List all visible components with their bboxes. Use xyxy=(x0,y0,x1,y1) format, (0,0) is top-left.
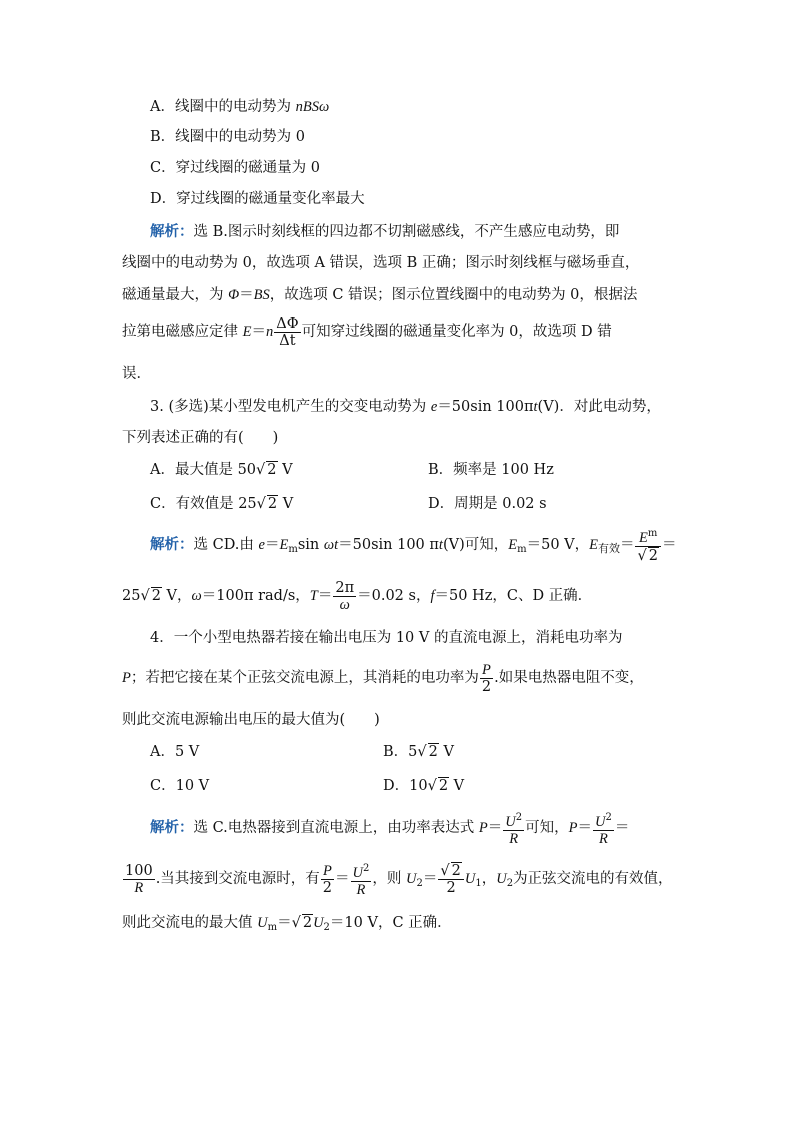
q3-sol-f: f xyxy=(430,588,435,604)
q3-option-b: B．频率是 100 Hz xyxy=(428,462,554,478)
q3-opt-c-text: C．有效值是 25 xyxy=(150,496,257,512)
q3-sol-1d: ＝50sin 100 π xyxy=(338,537,439,553)
q4-stem-line-2 xyxy=(122,658,644,698)
q2-solution-line-2: 线圈中的电动势为 0，故选项 A 错误，选项 B 正确；图示时刻线框与磁场垂直， xyxy=(122,255,640,271)
q4-sol-P1: P xyxy=(478,820,488,836)
q4-frac5-den: R xyxy=(356,881,366,898)
q4-frac4-num: P xyxy=(321,863,334,880)
q3-opt-a-unit: V xyxy=(277,462,293,478)
q3-stem-line-2: 下列表述正确的有( ) xyxy=(122,430,279,446)
q2-sol-3e: ，故选项 C 错误；图示位置线圈中的电动势为 0，根据法 xyxy=(269,287,638,303)
q4-frac3-den: R xyxy=(134,879,144,896)
q2-sol-3a: 磁通量最大，为 xyxy=(122,287,229,303)
q4-solution-line-1 xyxy=(150,808,629,848)
q3-sol-1h: ＝ xyxy=(619,537,635,553)
q3-sub-m1: m xyxy=(288,544,298,555)
q3-sol-1c: sin xyxy=(297,537,324,553)
q3-sol-2i: ＝50 Hz，C、D 正确． xyxy=(434,588,593,604)
q3-option-c: C．有效值是 25√ 2 V xyxy=(150,496,294,512)
q4-sub-m: m xyxy=(267,922,278,933)
q4-solution-line-2 xyxy=(122,858,673,905)
q4-frac1-num xyxy=(503,810,524,831)
q4-sol-U2c: U xyxy=(313,915,324,931)
q4-sol-P2: P xyxy=(568,820,578,836)
q2-solution-line-4 xyxy=(122,312,612,352)
q4-sol-fraction-3 xyxy=(123,863,155,896)
q4-solution-line-3: 则此交流电的最大值 $U_m=√$ $2U_2=10$ V，C 正确． xyxy=(122,915,452,933)
q4-sol-2c: ，则 xyxy=(372,871,406,887)
q4-frac6-num: √ 2 xyxy=(438,862,463,880)
q4-sol-fraction-5 xyxy=(351,861,372,898)
q3-frac1-num-E: E xyxy=(639,530,648,546)
q3-sub-m2: m xyxy=(517,544,527,555)
q2-option-c: C．穿过线圈的磁通量为 0 xyxy=(150,160,320,176)
q4-stem-frac-den: 2 xyxy=(481,678,492,695)
q3-sol-omega: ω xyxy=(191,588,202,604)
q3-sol-1i: ＝ xyxy=(661,537,677,553)
q4-frac2-num xyxy=(593,810,614,831)
q4-option-d: D．10√ 2 V xyxy=(383,778,465,794)
q4-frac2-num-U: U xyxy=(594,813,606,830)
q2-option-d: D．穿过线圈的磁通量变化率最大 xyxy=(150,191,365,207)
q3-opt-c-root: 2 xyxy=(267,496,278,512)
q2-solution-line-3 xyxy=(122,285,637,305)
q2-option-a xyxy=(150,97,329,117)
q4-sol-U2b: U xyxy=(496,871,507,887)
q4-sub-2c: 2 xyxy=(323,922,330,933)
q3-stem-a: 3. (多选)某小型发电机产生的交变电动势为 xyxy=(150,399,431,415)
q4-opt-b-text: B．5 xyxy=(383,744,418,760)
q3-solution-line-2: 25√ 2 V，ω＝100π rad/s，T＝ $\frac{2\pi}{\omega}$ ＝0.02 s，f＝50 Hz，C、D 正确． xyxy=(122,579,593,613)
q4-frac6-num-root: 2 xyxy=(451,863,461,879)
q3-frac1-num xyxy=(635,526,660,547)
q4-sol-eq2: ＝ xyxy=(577,820,592,836)
q4-opt-d-unit: V xyxy=(449,778,465,794)
q4-stem-fraction xyxy=(480,662,493,695)
q4-frac3-num: 100 xyxy=(125,862,153,879)
q3-sol-T: T xyxy=(309,588,318,604)
q4-solution-label: 解析： xyxy=(150,819,194,836)
q4-opt-b-unit: V xyxy=(438,744,454,760)
q2-sol-eq2: ＝ xyxy=(251,324,266,340)
q4-sub-2b: 2 xyxy=(506,878,514,889)
q2-option-a-var: nBSω xyxy=(295,99,330,115)
q4-sol-3c: ＝ xyxy=(277,915,292,931)
q3-sol-1b: ＝ xyxy=(264,537,280,553)
q2-sol-E: E xyxy=(242,324,252,340)
q3-sol-fraction-2 xyxy=(333,580,356,613)
q4-frac4-den: 2 xyxy=(322,879,333,896)
q3-opt-c-unit: V xyxy=(278,496,294,512)
q4-frac5-num-U: U xyxy=(352,864,364,881)
q4-sol-eq3: ＝ xyxy=(614,820,630,836)
q2-sol-4e: 可知穿过线圈的磁通量变化率为 0，故选项 D 错 xyxy=(301,324,612,340)
q4-frac5-num xyxy=(351,861,372,882)
q4-sol-Um: U xyxy=(257,915,268,931)
q3-frac2-den: ω xyxy=(339,596,350,613)
q3-sol-fraction-1 xyxy=(635,526,660,564)
q3-option-a: A．最大值是 50√ 2 V xyxy=(150,462,293,478)
q4-sol-fraction-6 xyxy=(438,862,463,896)
q3-stem-tail: (V)．对此电动势， xyxy=(537,399,661,415)
q4-frac1-num-U: U xyxy=(505,813,516,830)
q2-sol-fraction xyxy=(274,316,300,349)
q2-solution-line-1 xyxy=(150,222,619,242)
q4-sol-2i: 为正弦交流电的有效值， xyxy=(513,871,673,887)
q4-stem-line-3: 则此交流电源输出电压的最大值为( ) xyxy=(122,712,380,728)
q3-stem-c: ＝50sin 100π xyxy=(437,399,534,415)
q2-option-b: B．线圈中的电动势为 0 xyxy=(150,129,305,145)
q4-sol-2e: ＝ xyxy=(422,871,438,887)
q4-stem-line-1: 4．一个小型电热器若接在输出电压为 10 V 的直流电源上，消耗电功率为 xyxy=(150,630,623,646)
q4-opt-b-root: 2 xyxy=(428,744,438,760)
q3-sol-1a: 选 CD.由 xyxy=(193,537,259,553)
q4-opt-d-root: 2 xyxy=(438,778,449,794)
q3-solution-label: 解析： xyxy=(150,536,194,553)
q4-stem-2c: .如果电热器电阻不变， xyxy=(494,670,644,686)
q3-frac2-num: 2π xyxy=(335,579,355,596)
q3-option-d: D．周期是 0.02 s xyxy=(428,496,547,512)
q4-frac5-sup: 2 xyxy=(363,862,370,874)
q2-sol-phi: Φ xyxy=(228,287,240,303)
q3-frac1-den: √ 2 xyxy=(637,548,658,564)
q2-sol-bs: BS xyxy=(253,287,270,303)
q3-stem-e: e xyxy=(430,399,438,415)
q4-frac6-den: 2 xyxy=(446,880,456,896)
q2-sol-4a: 拉第电磁感应定律 xyxy=(122,324,243,340)
q4-sol-3e: ＝10 V，C 正确． xyxy=(329,915,452,931)
q4-stem-frac-num: P xyxy=(480,662,493,679)
q4-option-b: B．5√ 2 V xyxy=(383,744,454,760)
q3-sol-2d: ＝100π rad/s， xyxy=(201,588,310,604)
q3-sol-2f: ＝ xyxy=(317,588,333,604)
q4-sub-2a: 2 xyxy=(416,878,423,889)
q2-frac-num: ΔΦ xyxy=(276,315,299,332)
q4-sol-fraction-1 xyxy=(503,810,524,847)
q4-sol-fraction-4 xyxy=(321,863,334,896)
q4-sol-2a: .当其接到交流电源时，有 xyxy=(155,871,320,887)
q4-sol-1d: 可知， xyxy=(525,820,569,836)
q2-option-a-text: A．线圈中的电动势为 xyxy=(150,99,296,115)
q4-sol-fraction-2 xyxy=(593,810,614,847)
q3-opt-a-text: A．最大值是 50 xyxy=(150,462,257,478)
q4-option-a: A．5 V xyxy=(150,744,200,760)
q3-sol-2b: V， xyxy=(161,588,192,604)
q3-sol-1e: (V)可知， xyxy=(442,537,509,553)
q4-sol-2b: ＝ xyxy=(335,871,350,887)
q2-sol-n: n xyxy=(265,324,274,340)
q2-solution-label: 解析： xyxy=(150,223,194,240)
q4-sub-1: 1 xyxy=(475,878,482,889)
q4-frac1-sup: 2 xyxy=(515,811,523,823)
q2-solution-text-1: 选 B.图示时刻线框的四边都不切割磁感线，不产生感应电动势，即 xyxy=(193,224,620,240)
q3-frac1-num-sup: m xyxy=(647,528,658,539)
q3-sol-2-root: 2 xyxy=(151,588,161,604)
q4-stem-2b: ；若把它接在某个正弦交流电源上，其消耗的电功率为 xyxy=(130,670,479,686)
q3-opt-a-root: 2 xyxy=(267,462,277,478)
q3-sol-1f: ＝50 V， xyxy=(526,537,590,553)
q2-frac-den: Δt xyxy=(279,332,296,349)
q2-solution-line-5: 误． xyxy=(122,366,151,382)
q4-sol-1a: 选 C.电热器接到直流电源上，由功率表达式 xyxy=(193,820,479,836)
q4-option-c: C．10 V xyxy=(150,778,210,794)
q4-sol-U1: U xyxy=(464,871,476,887)
q4-sol-2g: ， xyxy=(481,871,497,887)
q3-stem-line-1 xyxy=(150,397,661,417)
q4-frac2-sup: 2 xyxy=(605,811,612,823)
q4-sol-3a: 则此交流电的最大值 xyxy=(122,915,258,931)
q4-stem-P: P xyxy=(122,670,131,686)
q4-opt-d-text: D．10 xyxy=(383,778,428,794)
q3-sol-2a: 25 xyxy=(122,588,141,604)
q3-solution-line-1: 解析：选 CD.由 $e=E_m\sin$ ωt＝50sin 100 πt(V)可知，$E_m=50$ V，$E_{有效}=$ $\frac{E^m}{√ 2}$ ＝ xyxy=(150,528,677,564)
q4-sol-U2a: U xyxy=(406,871,417,887)
q3-frac1-den-root: 2 xyxy=(648,548,658,564)
q4-sol-eq1: ＝ xyxy=(487,820,503,836)
q3-stem-t: t xyxy=(533,399,538,415)
q2-sol-eq: ＝ xyxy=(239,287,254,303)
q4-frac1-den: R xyxy=(509,830,519,847)
q3-sub-youxiao: 有效 xyxy=(597,542,620,555)
q3-sol-2g: ＝0.02 s， xyxy=(357,588,431,604)
q4-sol-3-root: 2 xyxy=(302,915,313,931)
q4-frac2-den: R xyxy=(598,830,608,847)
